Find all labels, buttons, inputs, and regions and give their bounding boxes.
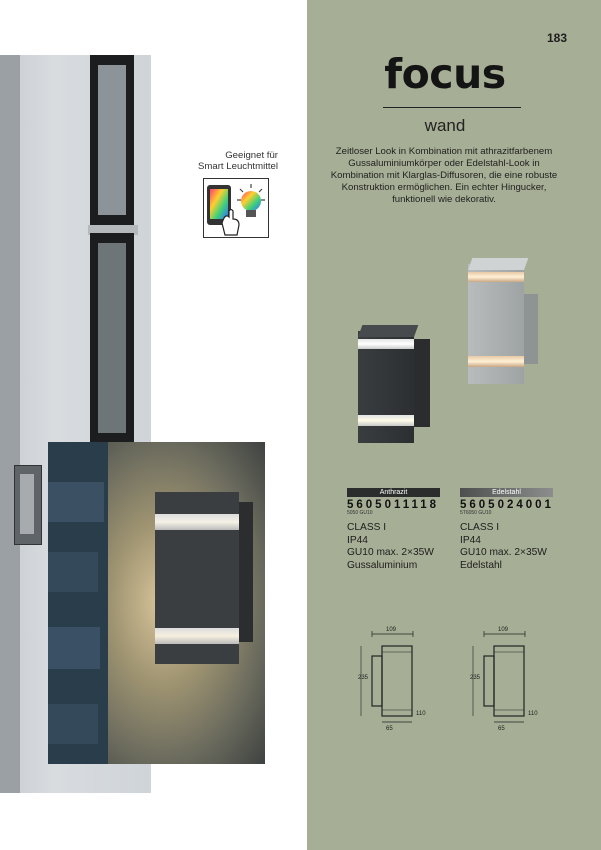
sku-small-anthrazit: 5050 GU10 (347, 510, 373, 516)
dim-base: 65 (386, 726, 393, 732)
smart-label-line1: Geeignet für (225, 150, 278, 161)
sku-edelstahl: 5605024001 (460, 499, 554, 511)
spec-ip: IP44 (347, 534, 368, 546)
spec-bulb: GU10 max. 2×35W (460, 547, 547, 558)
dim-width: 109 (498, 627, 509, 633)
dim-height: 235 (470, 675, 481, 681)
dim-width: 109 (386, 627, 397, 633)
window-lower (90, 233, 134, 443)
spec-class: CLASS I (460, 522, 500, 533)
smart-label-line2: Smart Leuchtmittel (198, 161, 278, 172)
smart-suitable-label (150, 150, 278, 172)
dimension-drawing-edelstahl (470, 622, 552, 734)
page-number: 183 (547, 31, 568, 45)
spec-material: Edelstahl (460, 559, 502, 571)
spec-class: CLASS I (347, 522, 387, 533)
color-label-edelstahl: Edelstahl (460, 488, 553, 497)
smart-bulb-icon (203, 178, 269, 238)
anthrazit-lamp-image (358, 325, 438, 445)
product-title: focus (384, 50, 506, 98)
title-divider (383, 107, 521, 108)
lamp-body (155, 492, 239, 664)
dim-depth: 110 (528, 711, 538, 717)
spec-material: Gussaluminium (347, 559, 418, 571)
facade-wall-edge (0, 55, 20, 793)
edelstahl-lamp-image (468, 258, 548, 388)
product-subtitle: wand (424, 116, 466, 135)
wall-lamp-photo (48, 442, 265, 764)
spec-bulb: GU10 max. 2×35W (347, 547, 434, 558)
product-anthrazit (347, 488, 440, 572)
dim-height: 235 (358, 675, 369, 681)
door-panel (14, 465, 42, 545)
sku-small-edelstahl: 5T6050 GU10 (460, 510, 492, 516)
sku-anthrazit: 5605011118 (347, 499, 440, 511)
color-label-anthrazit: Anthrazit (347, 488, 440, 497)
dim-base: 65 (498, 726, 505, 732)
product-edelstahl (460, 488, 553, 572)
dimension-drawing-anthrazit (358, 622, 440, 734)
product-description: Zeitloser Look in Kombination mit athrazitfarbenem Gussaluminiumkörper oder Edelstahl-Look in Kombination mit Klarglas-Diffusoren, die eine robuste Konstruktion ermöglichen. Ein echter Hingucker, funktionell wie dekorativ. (330, 146, 558, 205)
spec-ip: IP44 (460, 534, 481, 546)
window-upper (90, 55, 134, 225)
lamp-bracket (239, 502, 253, 642)
dim-depth: 110 (416, 711, 426, 717)
